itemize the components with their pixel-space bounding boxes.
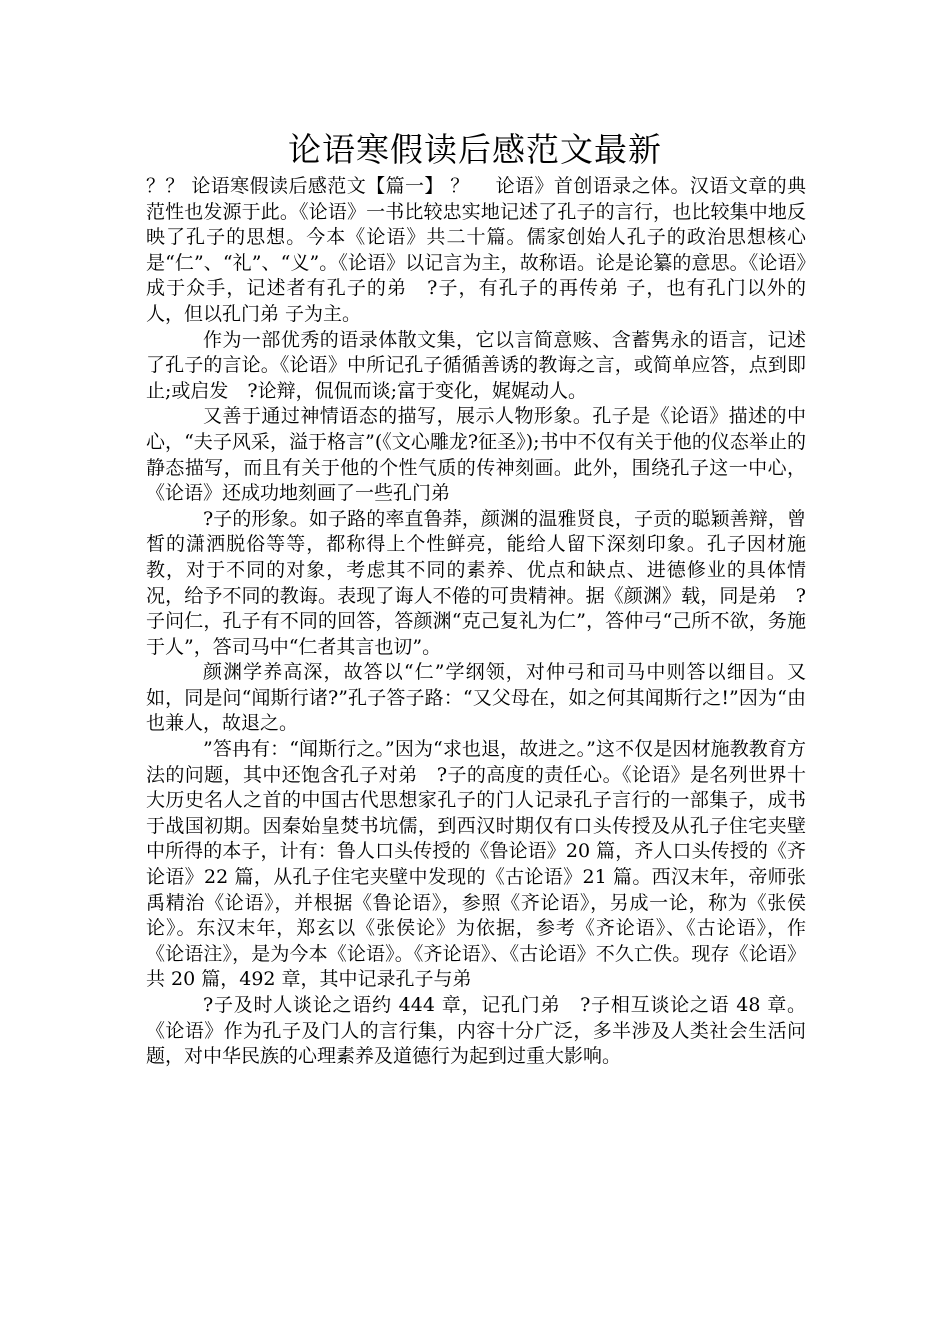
- paragraph: 又善于通过神情语态的描写，展示人物形象。孔子是《论语》描述的中心，“夫子风采，溢于格言”(《文心雕龙?征圣》);书中不仅有关于他的仪态举止的静态描写，而且有关于他的个性气质的传神刻画。此外，围绕孔子这一中心，《论语》还成功地刻画了一些孔门弟: [146, 405, 806, 505]
- paragraph: ？？ 论语寒假读后感范文【篇一】 ？ 论语》首创语录之体。汉语文章的典范性也发源于此。《论语》一书比较忠实地记述了孔子的言行，也比较集中地反映了孔子的思想。今本《论语》共二十篇。儒家创始人孔子的政治思想核心是“仁”、“礼”、“义”。《论语》以记言为主，故称语。论是论纂的意思。《论语》成于众手，记述者有孔子的弟 ?子，有孔子的再传弟 子，也有孔门以外的人，但以孔门弟 子为主。: [146, 175, 806, 325]
- paragraph: ?子及时人谈论之语约 444 章，记孔门弟 ?子相互谈论之语 48 章。《论语》作为孔子及门人的言行集，内容十分广泛，多半涉及人类社会生活问题，对中华民族的心理素养及道德行为起到过重大影响。: [146, 994, 806, 1068]
- paragraph: 作为一部优秀的语录体散文集，它以言简意赅、含蓄隽永的语言，记述了孔子的言论。《论语》中所记孔子循循善诱的教诲之言，或简单应答，点到即止;或启发 ?论辩，侃侃而谈;富于变化，娓娓动人。: [146, 328, 806, 402]
- document-title: 论语寒假读后感范文最新: [288, 130, 662, 169]
- paragraph: ?子的形象。如子路的率直鲁莽，颜渊的温雅贤良，子贡的聪颖善辩，曾皙的潇洒脱俗等等，都称得上个性鲜亮，能给人留下深刻印象。孔子因材施教，对于不同的对象，考虑其不同的素养、优点和缺点、进德修业的具体情况，给予不同的教诲。表现了诲人不倦的可贵精神。据《颜渊》载，同是弟 ?子问仁，孔子有不同的回答，答颜渊“克己复礼为仁”，答仲弓“己所不欲，务施于人”，答司马中“仁者其言也讱”。: [146, 507, 806, 658]
- document-body: [146, 174, 806, 1070]
- paragraph: 颜渊学养高深，故答以“仁”学纲领，对仲弓和司马中则答以细目。又如，同是问“闻斯行诸?”孔子答子路：“又父母在，如之何其闻斯行之!”因为“由也兼人，故退之。: [146, 661, 806, 735]
- paragraph: ”答冉有：“闻斯行之。”因为“求也退，故进之。”这不仅是因材施教教育方法的问题，其中还饱含孔子对弟 ?子的高度的责任心。《论语》是名列世界十大历史名人之首的中国古代思想家孔子的门人记录孔子言行的一部集子，成书于战国初期。因秦始皇焚书坑儒，到西汉时期仅有口头传授及从孔子住宅夹壁中所得的本子，计有：鲁人口头传授的《鲁论语》20 篇，齐人口头传授的《齐论语》22 篇，从孔子住宅夹壁中发现的《古论语》21 篇。西汉末年，帝师张禹精治《论语》，并根据《鲁论语》，参照《齐论语》，另成一论，称为《张侯论》。东汉末年，郑玄以《张侯论》为依据，参考《齐论语》、《古论语》，作《论语注》，是为今本《论语》。《齐论语》、《古论语》不久亡佚。现存《论语》共 20 篇，492 章，其中记录孔子与弟: [146, 738, 806, 991]
